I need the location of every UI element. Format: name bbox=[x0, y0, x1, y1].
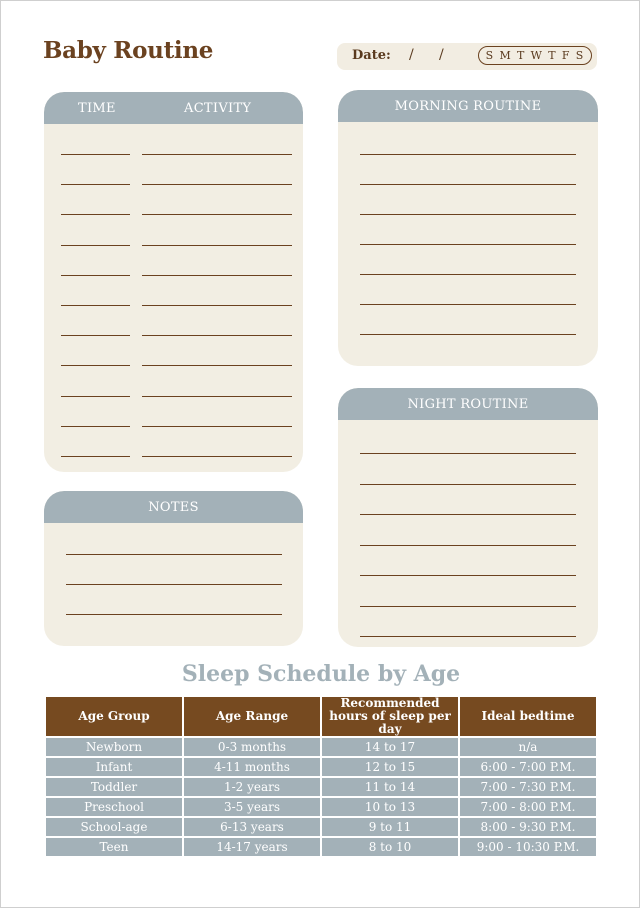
schedule-write-line[interactable] bbox=[61, 214, 130, 215]
notes-write-line[interactable] bbox=[66, 614, 282, 615]
column-header: Age Group bbox=[45, 696, 183, 737]
table-cell: Preschool bbox=[45, 797, 183, 817]
page-title: Baby Routine bbox=[43, 37, 214, 64]
schedule-panel bbox=[44, 92, 303, 472]
date-box bbox=[337, 43, 597, 70]
morning-write-line[interactable] bbox=[360, 214, 576, 215]
night-write-line[interactable] bbox=[360, 514, 576, 515]
morning-write-line[interactable] bbox=[360, 304, 576, 305]
schedule-write-line[interactable] bbox=[142, 154, 292, 155]
table-row bbox=[45, 817, 597, 837]
table-cell: 6:00 - 7:00 P.M. bbox=[459, 757, 597, 777]
table-row bbox=[45, 737, 597, 757]
table-cell: 7:00 - 7:30 P.M. bbox=[459, 777, 597, 797]
weekday-selector[interactable] bbox=[478, 46, 592, 65]
schedule-write-line[interactable] bbox=[142, 456, 292, 457]
table-row bbox=[45, 777, 597, 797]
table-row bbox=[45, 837, 597, 857]
morning-write-line[interactable] bbox=[360, 154, 576, 155]
schedule-write-line[interactable] bbox=[142, 305, 292, 306]
date-label: Date: bbox=[352, 48, 391, 63]
schedule-write-line[interactable] bbox=[142, 426, 292, 427]
notes-write-line[interactable] bbox=[66, 554, 282, 555]
table-cell: 9:00 - 10:30 P.M. bbox=[459, 837, 597, 857]
morning-write-line[interactable] bbox=[360, 244, 576, 245]
schedule-write-line[interactable] bbox=[61, 396, 130, 397]
table-cell: 3-5 years bbox=[183, 797, 321, 817]
schedule-write-line[interactable] bbox=[142, 365, 292, 366]
activity-column-header: ACTIVITY bbox=[184, 101, 252, 116]
table-cell: n/a bbox=[459, 737, 597, 757]
schedule-write-line[interactable] bbox=[142, 275, 292, 276]
table-cell: 9 to 11 bbox=[321, 817, 459, 837]
schedule-write-line[interactable] bbox=[61, 154, 130, 155]
schedule-write-line[interactable] bbox=[61, 456, 130, 457]
column-header: Ideal bedtime bbox=[459, 696, 597, 737]
date-slash: / bbox=[409, 47, 414, 63]
table-cell: 1-2 years bbox=[183, 777, 321, 797]
schedule-write-line[interactable] bbox=[61, 275, 130, 276]
morning-routine-panel bbox=[338, 90, 598, 366]
night-routine-panel bbox=[338, 388, 598, 647]
table-cell: Infant bbox=[45, 757, 183, 777]
table-cell: 6-13 years bbox=[183, 817, 321, 837]
morning-routine-header bbox=[338, 90, 598, 122]
column-header: Recommended hours of sleep per day bbox=[321, 696, 459, 737]
morning-write-line[interactable] bbox=[360, 274, 576, 275]
table-cell: 11 to 14 bbox=[321, 777, 459, 797]
table-header-row bbox=[45, 696, 597, 737]
column-header: Age Range bbox=[183, 696, 321, 737]
sleep-schedule-table bbox=[44, 695, 598, 858]
morning-write-line[interactable] bbox=[360, 184, 576, 185]
date-slash: / bbox=[439, 47, 444, 63]
table-cell: 7:00 - 8:00 P.M. bbox=[459, 797, 597, 817]
day-letter[interactable]: W bbox=[530, 49, 543, 62]
schedule-write-line[interactable] bbox=[142, 335, 292, 336]
night-write-line[interactable] bbox=[360, 484, 576, 485]
notes-title: NOTES bbox=[148, 500, 199, 515]
table-cell: 14 to 17 bbox=[321, 737, 459, 757]
day-letter[interactable]: T bbox=[548, 49, 557, 62]
table-cell: Newborn bbox=[45, 737, 183, 757]
table-row bbox=[45, 797, 597, 817]
schedule-write-line[interactable] bbox=[61, 305, 130, 306]
table-cell: 0-3 months bbox=[183, 737, 321, 757]
night-write-line[interactable] bbox=[360, 545, 576, 546]
schedule-write-line[interactable] bbox=[61, 365, 130, 366]
day-letter[interactable]: S bbox=[575, 49, 585, 62]
sleep-schedule-title: Sleep Schedule by Age bbox=[181, 661, 461, 687]
schedule-write-line[interactable] bbox=[61, 426, 130, 427]
table-cell: 8:00 - 9:30 P.M. bbox=[459, 817, 597, 837]
table-cell: 8 to 10 bbox=[321, 837, 459, 857]
night-write-line[interactable] bbox=[360, 636, 576, 637]
day-letter[interactable]: S bbox=[485, 49, 495, 62]
morning-write-line[interactable] bbox=[360, 334, 576, 335]
night-write-line[interactable] bbox=[360, 453, 576, 454]
day-letter[interactable]: F bbox=[561, 49, 571, 62]
schedule-write-line[interactable] bbox=[142, 245, 292, 246]
day-letter[interactable]: T bbox=[517, 49, 526, 62]
night-write-line[interactable] bbox=[360, 575, 576, 576]
table-cell: 4-11 months bbox=[183, 757, 321, 777]
notes-panel bbox=[44, 491, 303, 646]
notes-header bbox=[44, 491, 303, 523]
schedule-write-line[interactable] bbox=[61, 245, 130, 246]
schedule-write-line[interactable] bbox=[61, 335, 130, 336]
time-column-header: TIME bbox=[78, 101, 116, 116]
night-write-line[interactable] bbox=[360, 606, 576, 607]
schedule-write-line[interactable] bbox=[142, 214, 292, 215]
table-row bbox=[45, 757, 597, 777]
table-cell: 14-17 years bbox=[183, 837, 321, 857]
notes-write-line[interactable] bbox=[66, 584, 282, 585]
table-cell: Teen bbox=[45, 837, 183, 857]
schedule-header bbox=[44, 92, 303, 124]
table-cell: Toddler bbox=[45, 777, 183, 797]
night-routine-header bbox=[338, 388, 598, 420]
table-cell: 10 to 13 bbox=[321, 797, 459, 817]
table-cell: 12 to 15 bbox=[321, 757, 459, 777]
schedule-write-line[interactable] bbox=[142, 184, 292, 185]
table-cell: School-age bbox=[45, 817, 183, 837]
schedule-write-line[interactable] bbox=[61, 184, 130, 185]
day-letter[interactable]: M bbox=[499, 49, 512, 62]
schedule-write-line[interactable] bbox=[142, 396, 292, 397]
morning-routine-title: MORNING ROUTINE bbox=[394, 99, 542, 114]
night-routine-title: NIGHT ROUTINE bbox=[407, 397, 529, 412]
